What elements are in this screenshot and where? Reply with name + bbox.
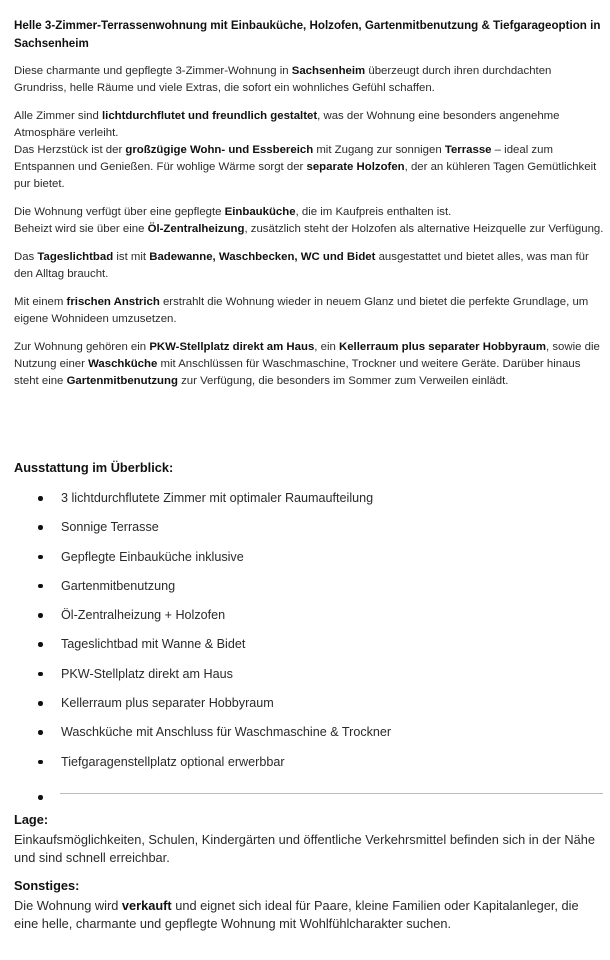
text-segment: Zur Wohnung gehören ein	[14, 341, 150, 353]
feature-item: Waschküche mit Anschluss für Waschmaschine & Trockner	[0, 722, 610, 751]
empty-list-bullet	[38, 795, 43, 800]
text-segment: , ein	[314, 341, 339, 353]
text-segment: zur Verfügung, die besonders im Sommer zum Verweilen einlädt.	[177, 375, 509, 387]
bold-text: Einbauküche	[224, 206, 296, 218]
misc-section	[14, 877, 604, 934]
feature-item: Tiefgaragenstellplatz optional erwerbbar	[0, 752, 610, 781]
feature-item: Sonnige Terrasse	[0, 517, 610, 546]
text-segment: Beheizt wird sie über eine	[14, 223, 148, 235]
feature-item: Gepflegte Einbauküche inklusive	[0, 547, 610, 576]
text-segment: überzeugt durch ihren durchdachten Grundriss, helle Räume und viele Extras, die sofort ein wohnliches Gefühl schaffen.	[14, 65, 552, 94]
bold-text: frischen Anstrich	[66, 296, 160, 308]
text-segment: Mit einem	[14, 296, 67, 308]
text-segment: , der an kühleren Tagen Gemütlichkeit pur bietet.	[14, 161, 597, 190]
description-paragraph	[14, 108, 604, 193]
location-section	[14, 811, 604, 868]
text-segment: Diese charmante und gepflegte 3-Zimmer-Wohnung in	[14, 65, 292, 77]
text-segment: Alle Zimmer sind	[14, 110, 102, 122]
text-segment: ausgestattet und bietet alles, was man für den Alltag braucht.	[14, 251, 589, 280]
features-heading: Ausstattung im Überblick:	[14, 460, 174, 475]
feature-item: Gartenmitbenutzung	[0, 576, 610, 605]
text-segment: Die Wohnung verfügt über eine gepflegte	[14, 206, 225, 218]
text-segment: mit Zugang zur sonnigen	[313, 144, 445, 156]
feature-item: Kellerraum plus separater Hobbyraum	[0, 693, 610, 722]
text-segment: – ideal zum Entspannen und Genießen. Für wohlige Wärme sorgt der	[14, 144, 553, 173]
listing-title: Helle 3-Zimmer-Terrassenwohnung mit Einbauküche, Holzofen, Gartenmitbenutzung & Tiefgarageoption in Sachsenheim	[14, 19, 601, 50]
bold-text: Tageslichtbad	[37, 251, 114, 263]
bold-text: großzügige Wohn- und Essbereich	[125, 144, 314, 156]
location-text: Einkaufsmöglichkeiten, Schulen, Kindergärten und öffentliche Verkehrsmittel befinden sich in der Nähe und sind schnell erreichbar.	[14, 831, 595, 865]
bold-text: lichtdurchflutet und freundlich gestaltet	[101, 110, 318, 122]
bold-text: verkauft	[121, 897, 172, 913]
feature-item: Öl-Zentralheizung + Holzofen	[0, 605, 610, 634]
description-paragraph	[14, 63, 604, 97]
bold-text: Waschküche	[88, 358, 158, 370]
text-segment: ist mit	[113, 251, 150, 263]
misc-text	[14, 897, 604, 934]
text-segment: Das	[14, 251, 38, 263]
text-segment: mit Anschlüssen für Waschmaschine, Trockner und weitere Geräte. Darüber hinaus steht eine	[14, 358, 581, 387]
text-segment: , was der Wohnung eine besonders angenehme Atmosphäre verleiht.	[14, 110, 560, 139]
bold-text: Sachsenheim	[291, 65, 366, 77]
bold-text: Kellerraum plus separater Hobbyraum	[339, 341, 547, 353]
bold-text: Öl-Zentralheizung	[147, 223, 245, 235]
bold-text: PKW-Stellplatz direkt am Haus	[149, 341, 315, 353]
description-paragraph	[14, 204, 604, 238]
description-paragraphs	[14, 63, 604, 390]
horizontal-divider	[60, 793, 603, 794]
feature-item: Tageslichtbad mit Wanne & Bidet	[0, 634, 610, 663]
location-heading: Lage:	[14, 812, 49, 827]
text-segment: Die Wohnung wird	[14, 897, 122, 913]
feature-item: 3 lichtdurchflutete Zimmer mit optimaler Raumaufteilung	[0, 488, 610, 517]
misc-heading: Sonstiges:	[14, 878, 80, 893]
bold-text: Terrasse	[444, 144, 492, 156]
text-segment: , zusätzlich steht der Holzofen als alternative Heizquelle zur Verfügung.	[244, 223, 604, 235]
text-segment: und eignet sich ideal für Paare, kleine Familien oder Kapitalanleger, die eine helle, charmante und gepflegte Wohnung mit Wohlfühlcharakter suchen.	[14, 897, 579, 931]
bold-text: Gartenmitbenutzung	[66, 375, 178, 387]
description-paragraph	[14, 249, 604, 283]
description-paragraph	[14, 339, 604, 390]
bold-text: separate Holzofen	[306, 161, 405, 173]
description-section	[14, 17, 604, 401]
text-segment: Das Herzstück ist der	[14, 144, 126, 156]
text-segment: , die im Kaufpreis enthalten ist.	[295, 206, 452, 218]
text-segment: , sowie die Nutzung einer	[14, 341, 600, 370]
text-segment: erstrahlt die Wohnung wieder in neuem Glanz und bietet die perfekte Grundlage, um eigene Wohnideen umzusetzen.	[14, 296, 589, 325]
bold-text: Badewanne, Waschbecken, WC und Bidet	[149, 251, 376, 263]
feature-item: PKW-Stellplatz direkt am Haus	[0, 664, 610, 693]
description-paragraph	[14, 294, 604, 328]
features-list	[0, 488, 610, 781]
